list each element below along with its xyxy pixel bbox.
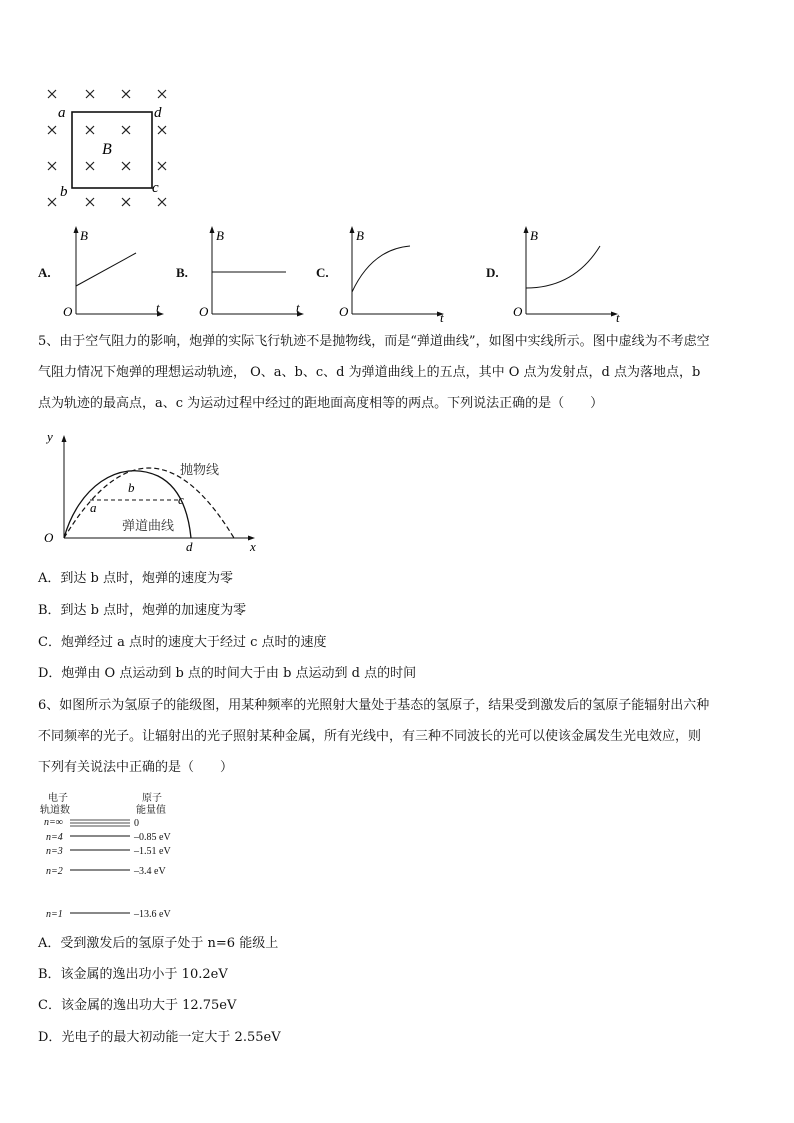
- field-cross-mark: [48, 126, 56, 134]
- origin-label: O: [63, 304, 73, 319]
- point-b-label: b: [128, 480, 135, 495]
- level-n3-energy: –1.51 eV: [134, 846, 171, 857]
- axis-y-label: y: [47, 429, 53, 444]
- point-d-label: d: [186, 539, 193, 554]
- corner-d-label: d: [154, 105, 162, 121]
- level-n-inf-label: n=∞: [44, 817, 63, 828]
- axis-B-label: B: [530, 228, 538, 243]
- q5-option-d[interactable]: D．炮弹由 O 点运动到 b 点的时间大于由 b 点运动到 d 点的时间: [38, 666, 417, 681]
- axis-t-label: t: [440, 310, 444, 322]
- corner-c-label: c: [152, 180, 159, 196]
- corner-a-label: a: [58, 105, 66, 121]
- trajectory-figure: [38, 428, 268, 556]
- field-cross-mark: [122, 162, 130, 170]
- field-cross-mark: [48, 162, 56, 170]
- origin-label: O: [513, 304, 523, 319]
- graph-option-d: [510, 222, 630, 322]
- field-cross-mark: [158, 126, 166, 134]
- q6-stem-line-3: 下列有关说法中正确的是（ ）: [38, 760, 234, 775]
- field-cross-mark: [158, 162, 166, 170]
- field-cross-mark: [158, 90, 166, 98]
- square-loop: [72, 112, 152, 188]
- axis-t-label: t: [156, 300, 160, 315]
- level-n4-label: n=4: [46, 832, 63, 843]
- level-n-inf-energy: 0: [134, 818, 139, 829]
- field-cross-mark: [86, 162, 94, 170]
- curve-concave-down: [352, 246, 410, 292]
- axis-x-label: x: [250, 539, 256, 554]
- energy-level-diagram: [38, 790, 198, 922]
- point-O-label: O: [44, 530, 54, 545]
- curve-concave-up: [526, 246, 600, 288]
- axis-B-label: B: [216, 228, 224, 243]
- q6-option-c[interactable]: C．该金属的逸出功大于 12.75eV: [38, 998, 237, 1013]
- point-a-label: a: [90, 500, 97, 515]
- point-c-label: c: [178, 492, 184, 507]
- field-cross-mark: [86, 90, 94, 98]
- field-cross-mark: [86, 198, 94, 206]
- header-energy-value: 能量值: [136, 805, 166, 816]
- origin-label: O: [339, 304, 349, 319]
- ballistic-label: 弹道曲线: [122, 519, 175, 534]
- graph-option-a-label: A.: [38, 265, 51, 280]
- header-orbit-number: 轨道数: [40, 805, 70, 816]
- graph-option-b: [194, 222, 314, 322]
- field-cross-mark: [122, 198, 130, 206]
- graph-option-b-label: B.: [176, 265, 188, 280]
- level-n4-energy: –0.85 eV: [134, 832, 171, 843]
- field-cross-mark: [158, 198, 166, 206]
- q5-option-a[interactable]: A．到达 b 点时，炮弹的速度为零: [38, 571, 233, 586]
- axis-t-label: t: [616, 310, 620, 322]
- q5-stem-line-1: 5、由于空气阻力的影响，炮弹的实际飞行轨迹不是抛物线，而是“弹道曲线”，如图中实线所示。图中虚线为不考虑空: [38, 334, 710, 349]
- level-n2-label: n=2: [46, 866, 63, 877]
- axis-B-label: B: [80, 228, 88, 243]
- level-n1-energy: –13.6 eV: [134, 909, 171, 920]
- parabola-label: 抛物线: [180, 463, 220, 478]
- axis-B-label: B: [356, 228, 364, 243]
- field-cross-mark: [86, 126, 94, 134]
- header-electron: 电子: [48, 793, 68, 804]
- q6-stem-line-2: 不同频率的光子。让辐射出的光子照射某种金属，所有光线中，有三种不同波长的光可以使该金属发生光电效应，则: [38, 729, 702, 744]
- q5-option-c[interactable]: C．炮弹经过 a 点时的速度大于经过 c 点时的速度: [38, 635, 327, 650]
- q5-stem-line-2: 气阻力情况下炮弹的理想运动轨迹， O、a、b、c、d 为弹道曲线上的五点，其中 O 点为发射点，d 点为落地点，b: [38, 365, 701, 380]
- q5-option-b[interactable]: B．到达 b 点时，炮弹的加速度为零: [38, 603, 247, 618]
- level-n3-label: n=3: [46, 846, 63, 857]
- field-cross-mark: [122, 126, 130, 134]
- curve-linear: [76, 253, 136, 286]
- level-n2-energy: –3.4 eV: [134, 866, 166, 877]
- origin-label: O: [199, 304, 209, 319]
- q5-stem-line-3: 点为轨迹的最高点，a、c 为运动过程中经过的距地面高度相等的两点。下列说法正确的是（ ）: [38, 396, 604, 411]
- field-cross-mark: [48, 198, 56, 206]
- field-B-label: B: [102, 141, 112, 158]
- graph-option-c: [336, 222, 456, 322]
- q6-option-a[interactable]: A．受到激发后的氢原子处于 n=6 能级上: [38, 936, 279, 951]
- field-cross-mark: [48, 90, 56, 98]
- q6-stem-line-1: 6、如图所示为氢原子的能级图，用某种频率的光照射大量处于基态的氢原子，结果受到激发后的氢原子能辐射出六种: [38, 698, 710, 713]
- graph-option-d-label: D.: [486, 265, 499, 280]
- graph-option-c-label: C.: [316, 265, 329, 280]
- corner-b-label: b: [60, 184, 68, 200]
- magnetic-field-square-figure: [40, 84, 180, 214]
- q6-option-d[interactable]: D．光电子的最大初动能一定大于 2.55eV: [38, 1030, 281, 1045]
- q6-option-b[interactable]: B．该金属的逸出功小于 10.2eV: [38, 967, 228, 982]
- axis-t-label: t: [296, 300, 300, 315]
- graph-option-a: [58, 222, 168, 322]
- level-n1-label: n=1: [46, 909, 63, 920]
- field-cross-mark: [122, 90, 130, 98]
- header-atom: 原子: [142, 793, 162, 804]
